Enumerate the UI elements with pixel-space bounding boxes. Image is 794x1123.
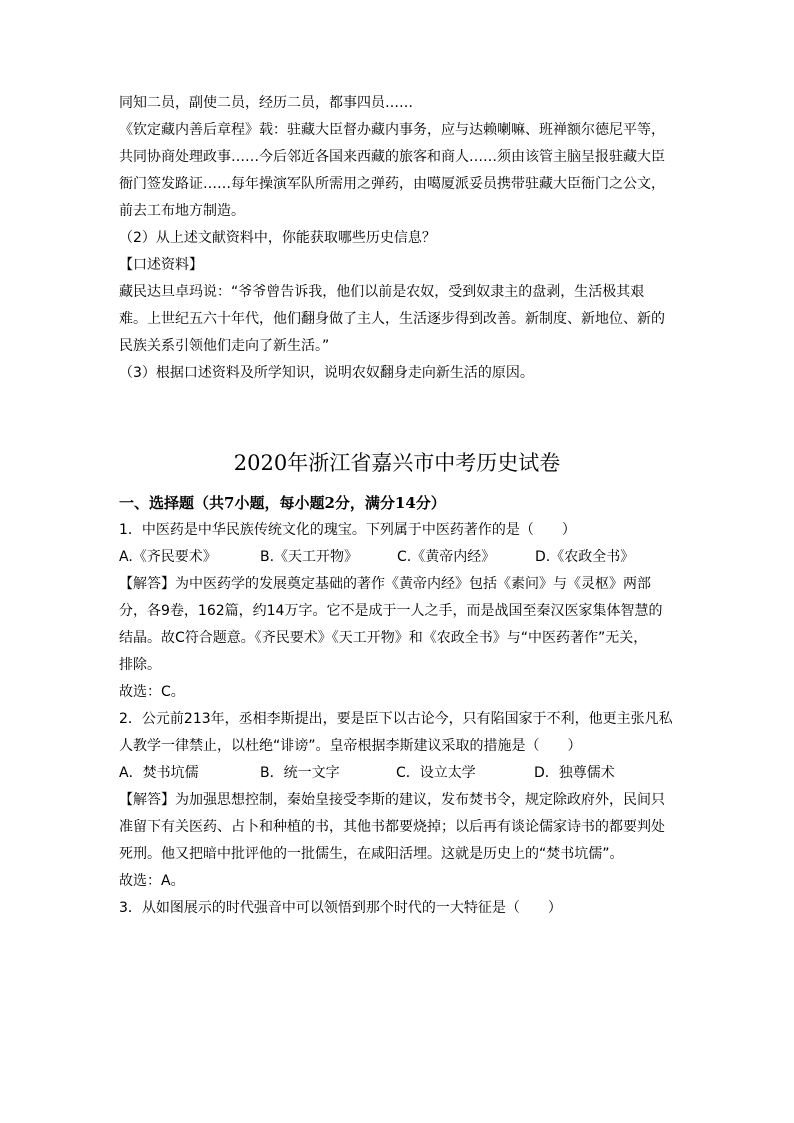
option-c: C.《黄帝内经》 — [397, 549, 496, 565]
oral-material-heading: 【口述资料】 — [119, 257, 203, 273]
text-line: 共同协商处理政事……今后邻近各国来西藏的旅客和商人……须由该管主脑呈报驻藏大臣 — [119, 149, 665, 165]
option-b: B.《天工开物》 — [260, 549, 359, 565]
answer-line: 排除。 — [119, 657, 161, 673]
option-b: B．统一文字 — [260, 765, 340, 781]
text-line: 藏民达旦卓玛说：“爷爷曾告诉我，他们以前是农奴，受到奴隶主的盘剥，生活极其艰 — [119, 284, 645, 300]
question-1-stem: 1．中医药是中华民族传统文化的瑰宝。下列属于中医药著作的是（ ） — [119, 522, 576, 538]
choice-section — [119, 490, 679, 922]
option-a: A.《齐民要术》 — [119, 549, 217, 565]
option-a: A．焚书坑儒 — [119, 765, 199, 781]
question-2-stem: 2．公元前213年，丞相李斯提出，要是臣下以古论今，只有陷国家于不利，他更主张凡私 — [119, 711, 673, 727]
text-line: 民族关系引领他们走向了新生活。” — [119, 338, 330, 354]
question-2-prompt: （2）从上述文献资料中，你能获取哪些历史信息？ — [119, 230, 436, 246]
answer-line: 结晶。故C符合题意。《齐民要术》《天工开物》和《农政全书》与“中医药著作”无关， — [119, 630, 648, 646]
question-3-prompt: （3）根据口述资料及所学知识，说明农奴翻身走向新生活的原因。 — [119, 365, 534, 381]
question-2-stem: 人教学一律禁止，以杜绝“诽谤”。皇帝根据李斯建议采取的措施是（ ） — [119, 738, 582, 754]
answer-line: 死刑。他又把暗中批评他的一批儒生，在咸阳活埋。这就是历史上的“焚书坑儒”。 — [119, 846, 624, 862]
top-passage — [119, 90, 679, 387]
option-c: C．设立太学 — [396, 765, 476, 781]
option-d: D.《农政全书》 — [535, 549, 635, 565]
question-3-stem: 3．从如图展示的时代强音中可以领悟到那个时代的一大特征是（ ） — [119, 900, 562, 916]
text-line: 前去工布地方制造。 — [119, 203, 245, 219]
section-heading: 一、选择题（共7小题，每小题2分，满分14分） — [119, 494, 446, 512]
question-2-options — [119, 760, 679, 787]
text-line: 同知二员，副使二员，经历二员，都事四员…… — [119, 95, 413, 111]
text-line: 衙门签发路证……每年操演军队所需用之弹药，由噶厦派妥员携带驻藏大臣衙门之公文， — [119, 176, 665, 192]
text-line: 《钦定藏内善后章程》载：驻藏大臣督办藏内事务，应与达赖喇嘛、班禅额尔德尼平等， — [119, 122, 665, 138]
answer-choice: 故选：A。 — [119, 873, 185, 889]
exam-title: 2020年浙江省嘉兴市中考历史试卷 — [233, 451, 561, 475]
answer-line: 【解答】为加强思想控制，秦始皇接受李斯的建议，发布焚书令，规定除政府外，民间只 — [119, 792, 665, 808]
option-d: D．独尊儒术 — [534, 765, 615, 781]
answer-choice: 故选：C。 — [119, 684, 185, 700]
answer-line: 分，各9卷，162篇，约14万字。它不是成于一人之手，而是战国至秦汉医家集体智慧的 — [119, 603, 663, 619]
text-line: 难。上世纪五六十年代，他们翻身做了主人，生活逐步得到改善。新制度、新地位、新的 — [119, 311, 665, 327]
question-1-options — [119, 544, 679, 571]
answer-line: 准留下有关医药、占卜和种植的书，其他书都要烧掉；以后再有谈论儒家诗书的都要判处 — [119, 819, 665, 835]
answer-line: 【解答】为中医药学的发展奠定基础的著作《黄帝内经》包括《素问》与《灵枢》两部 — [119, 576, 651, 592]
